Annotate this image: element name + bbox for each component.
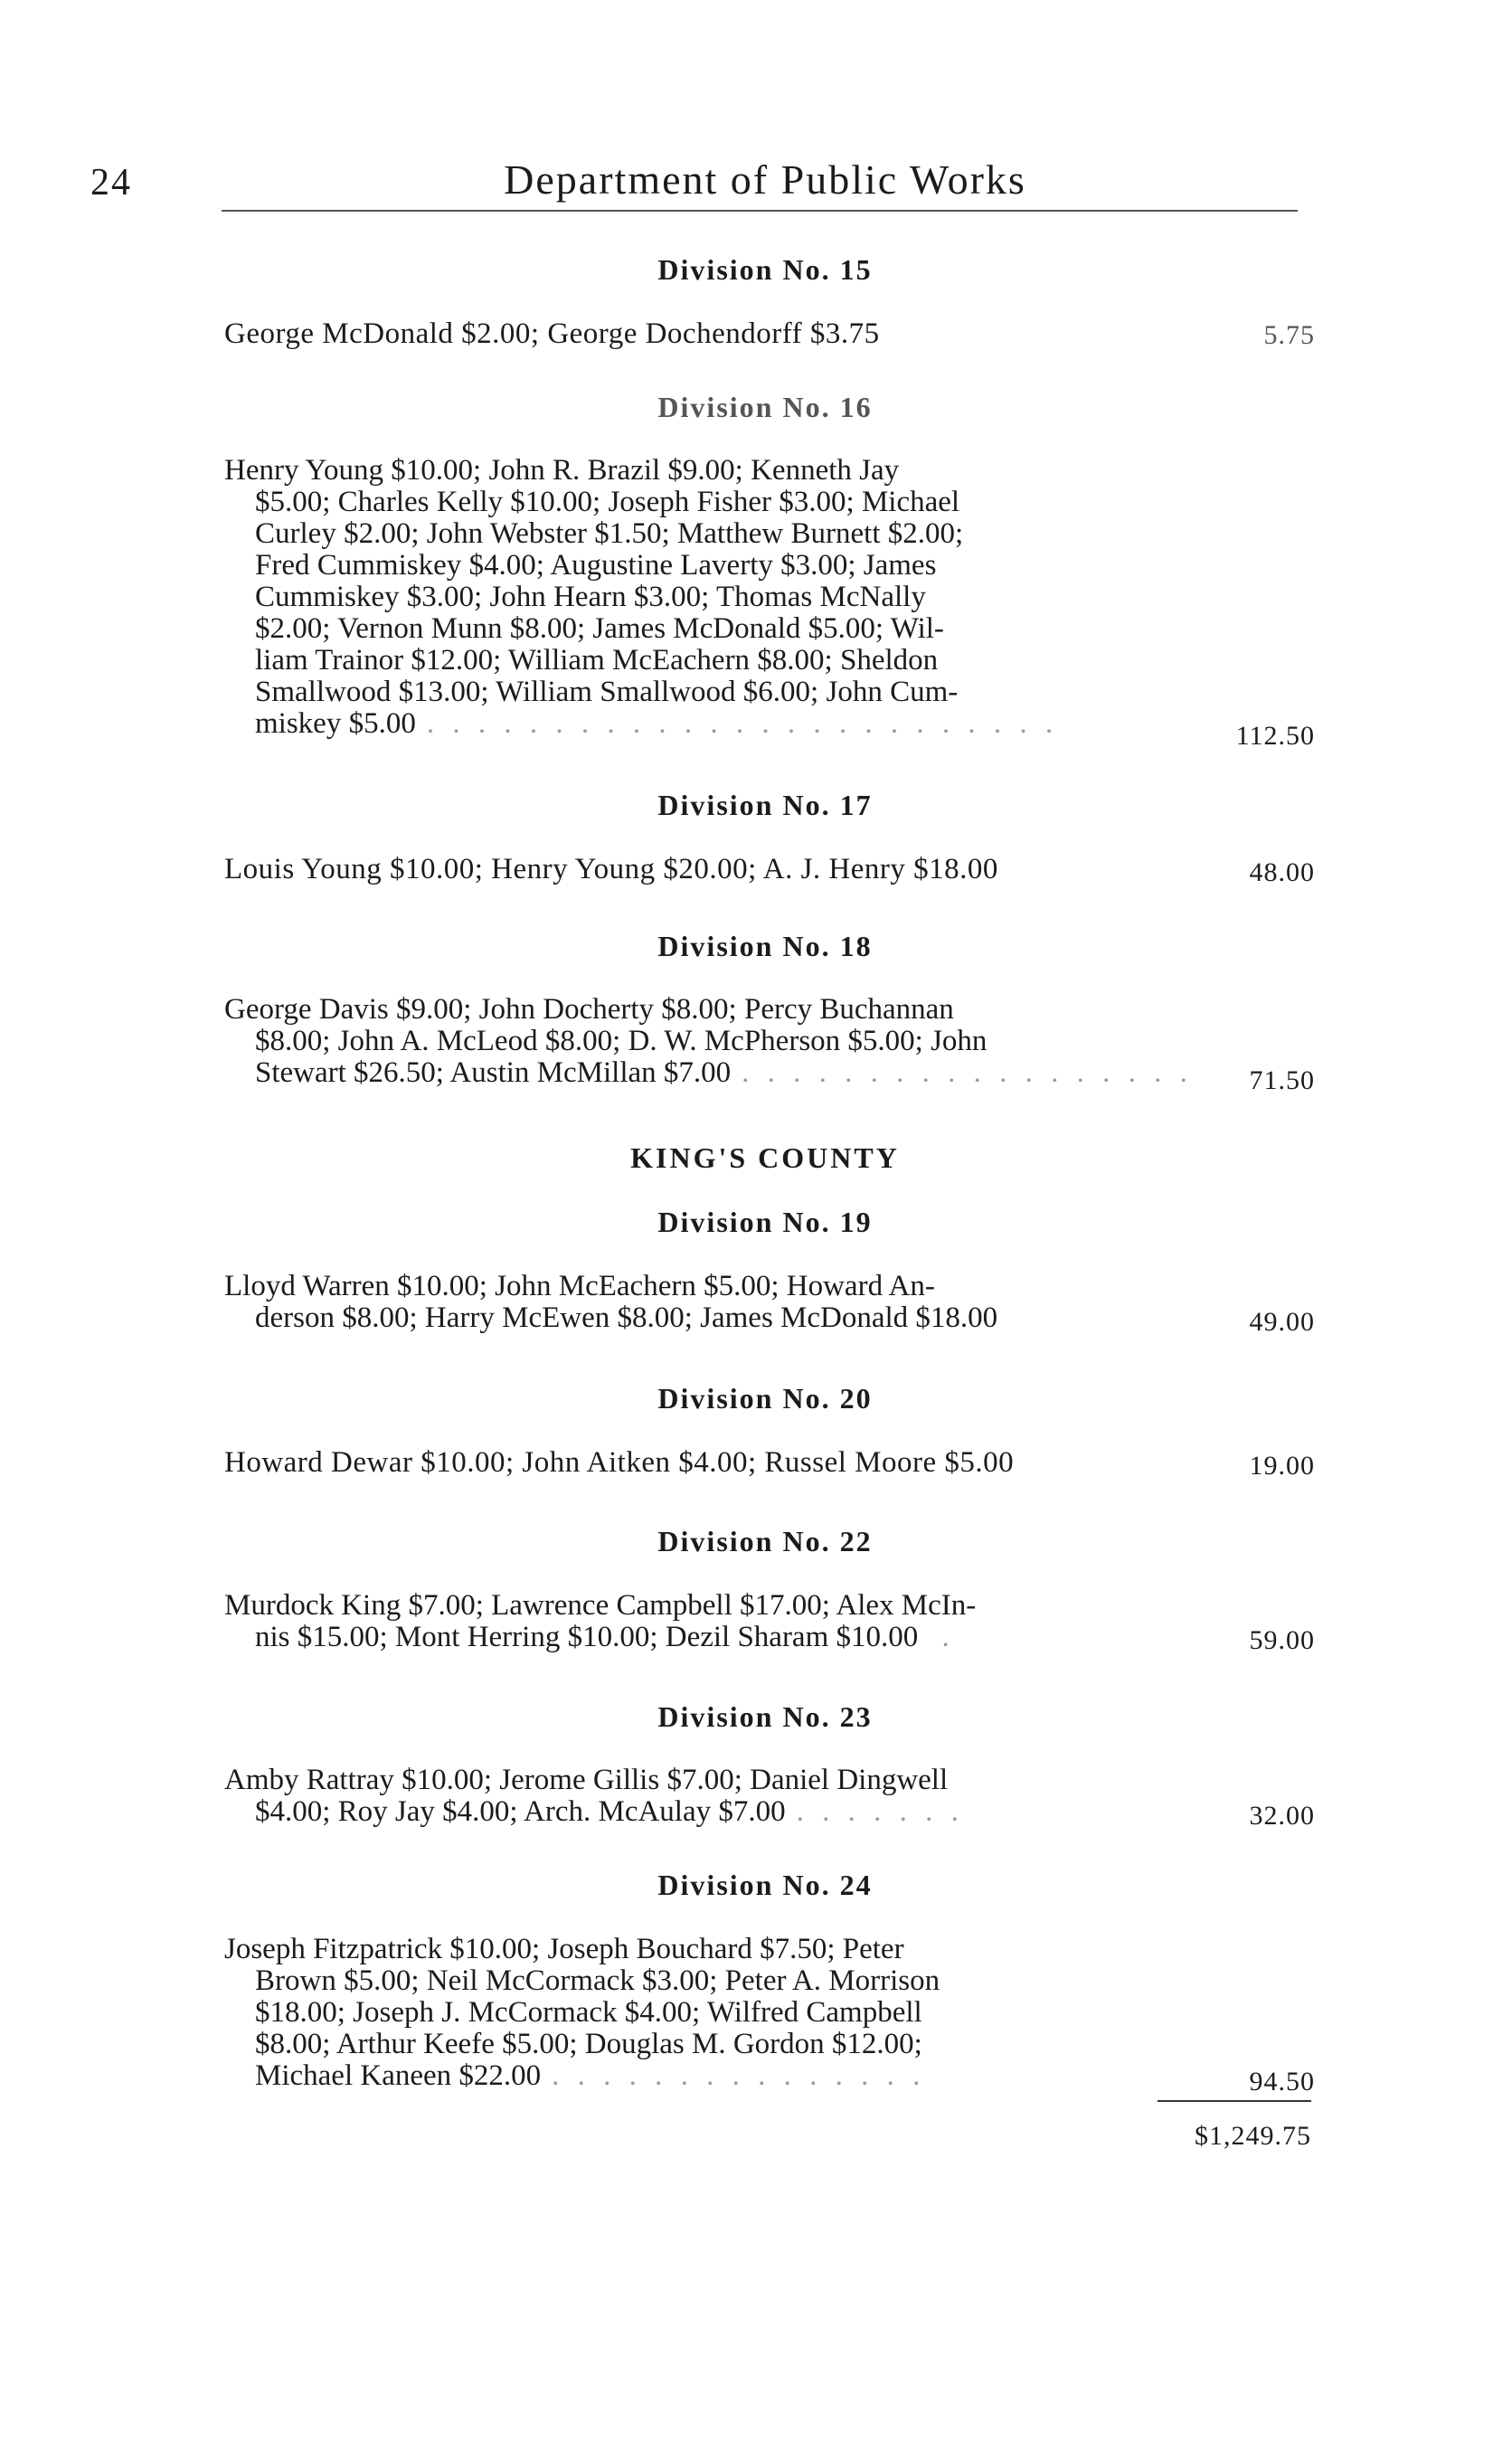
total-rule <box>1158 2100 1311 2102</box>
division-entry <box>224 1765 1174 1828</box>
entry-line: Lloyd Warren $10.00; John McEachern $5.00; Howard An- <box>224 1270 935 1302</box>
division-heading: Division No. 18 <box>657 930 873 962</box>
division-amount: 94.50 <box>1249 2067 1315 2097</box>
entry-line: nis $15.00; Mont Herring $10.00; Dezil Sharam $10.00 <box>255 1621 919 1653</box>
division-heading: Division No. 15 <box>657 253 873 286</box>
division-heading: Division No. 24 <box>657 1869 873 1901</box>
dot-leaders: . . . . . . . . . . . . . . . . . . . . . . . . . <box>426 707 1059 740</box>
header-rule <box>222 210 1298 212</box>
division-entry <box>224 455 1174 740</box>
entry-line: Louis Young $10.00; Henry Young $20.00; A. J. Henry $18.00 <box>224 853 998 885</box>
entry-line: Murdock King $7.00; Lawrence Campbell $17.00; Alex McIn- <box>224 1589 977 1622</box>
dot-leaders: . . . . . . . <box>796 1795 964 1828</box>
division-amount: 19.00 <box>1249 1451 1315 1481</box>
division-heading: Division No. 19 <box>657 1206 873 1238</box>
dot-leaders: . . . . . . . . . . . . . . . . . . <box>742 1056 1193 1089</box>
entry-line: Howard Dewar $10.00; John Aitken $4.00; Russel Moore $5.00 <box>224 1446 1015 1479</box>
division-heading: Division No. 22 <box>657 1525 873 1557</box>
division-entry <box>224 1934 1174 2092</box>
entry-line: miskey $5.00 <box>255 707 416 740</box>
entry-line: liam Trainor $12.00; William McEachern $8.00; Sheldon <box>255 644 939 677</box>
dot-leaders: . . . . . . . . . . . . . . . <box>552 2059 926 2092</box>
division-amount: 112.50 <box>1235 721 1315 751</box>
division-entry <box>224 993 1193 1089</box>
entry-line: Stewart $26.50; Austin McMillan $7.00 <box>255 1056 732 1089</box>
page-number: 24 <box>90 162 132 204</box>
entry-line: Curley $2.00; John Webster $1.50; Matthew Burnett $2.00; <box>255 517 964 550</box>
entry-line: $18.00; Joseph J. McCormack $4.00; Wilfred Campbell <box>255 1996 922 2029</box>
entry-line: Fred Cummiskey $4.00; Augustine Laverty $3.00; James <box>255 549 937 582</box>
division-entry <box>224 318 1174 350</box>
entry-line: $8.00; John A. McLeod $8.00; D. W. McPherson $5.00; John <box>255 1025 988 1057</box>
division-amount: 71.50 <box>1249 1065 1315 1095</box>
division-heading: Division No. 17 <box>657 789 873 821</box>
division-entry <box>224 854 1174 885</box>
division-heading: Division No. 23 <box>657 1700 873 1733</box>
grand-total: $1,249.75 <box>1195 2121 1311 2151</box>
entry-line: $5.00; Charles Kelly $10.00; Joseph Fisher $3.00; Michael <box>255 486 960 518</box>
division-amount: 59.00 <box>1249 1625 1315 1655</box>
entry-line: derson $8.00; Harry McEwen $8.00; James McDonald $18.00 <box>255 1301 998 1334</box>
dot-leaders: . <box>929 1621 955 1653</box>
division-amount: 32.00 <box>1249 1801 1315 1831</box>
entry-line: Michael Kaneen $22.00 <box>255 2059 542 2092</box>
entry-line: Joseph Fitzpatrick $10.00; Joseph Bouchard $7.50; Peter <box>224 1933 904 1965</box>
entry-line: Amby Rattray $10.00; Jerome Gillis $7.00; Daniel Dingwell <box>224 1764 949 1796</box>
county-heading: KING'S COUNTY <box>630 1141 900 1174</box>
entry-line: George McDonald $2.00; George Dochendorff $3.75 <box>224 317 880 350</box>
division-amount: 49.00 <box>1249 1307 1315 1337</box>
entry-line: George Davis $9.00; John Docherty $8.00; Percy Buchannan <box>224 993 954 1026</box>
entry-line: $2.00; Vernon Munn $8.00; James McDonald $5.00; Wil- <box>255 612 944 645</box>
entry-line: $4.00; Roy Jay $4.00; Arch. McAulay $7.00 <box>255 1795 786 1828</box>
division-heading: Division No. 20 <box>657 1382 873 1415</box>
page-title: Department of Public Works <box>504 156 1026 203</box>
division-heading: Division No. 16 <box>657 391 873 423</box>
division-amount: 5.75 <box>1263 320 1315 350</box>
entry-line: Brown $5.00; Neil McCormack $3.00; Peter A. Morrison <box>255 1964 940 1997</box>
division-entry <box>224 1271 1174 1334</box>
entry-line: Henry Young $10.00; John R. Brazil $9.00; Kenneth Jay <box>224 454 900 487</box>
division-entry <box>224 1590 1174 1653</box>
entry-line: Cummiskey $3.00; John Hearn $3.00; Thomas McNally <box>255 581 926 613</box>
entry-line: Smallwood $13.00; William Smallwood $6.00; John Cum- <box>255 676 959 708</box>
entry-line: $8.00; Arthur Keefe $5.00; Douglas M. Gordon $12.00; <box>255 2028 922 2060</box>
division-amount: 48.00 <box>1249 857 1315 887</box>
division-entry <box>224 1447 1174 1479</box>
